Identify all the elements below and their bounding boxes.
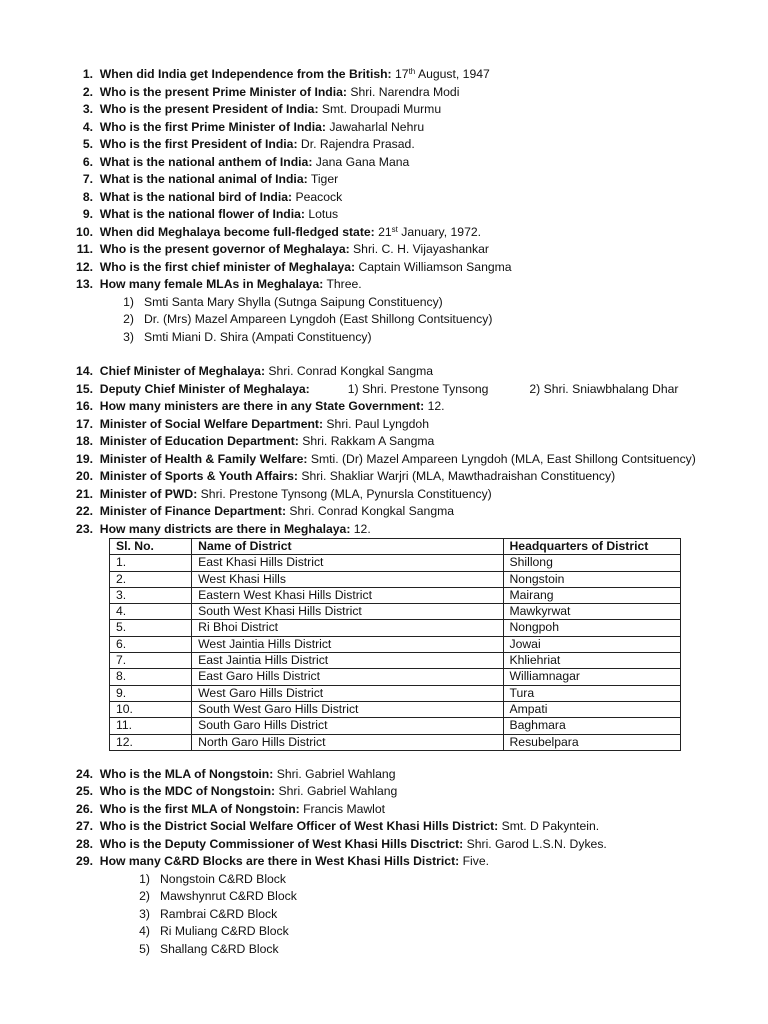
table-cell: South West Garo Hills District <box>192 701 503 717</box>
answer-text: August, 1947 <box>415 67 490 81</box>
question-number: 28. <box>76 836 93 851</box>
list-item-text: Dr. (Mrs) Mazel Ampareen Lyngdoh (East Shillong Contsituency) <box>144 312 493 326</box>
question-item <box>68 468 748 486</box>
table-cell: West Khasi Hills <box>192 571 503 587</box>
question-number: 14. <box>76 364 93 378</box>
districts-table <box>109 538 681 751</box>
list-item-text: Ri Muliang C&RD Block <box>160 924 289 939</box>
list-item-text: Mawshynrut C&RD Block <box>160 889 297 904</box>
question-item <box>68 766 748 784</box>
table-cell: Baghmara <box>503 718 681 734</box>
table-row <box>110 620 681 636</box>
list-item-text: Shallang C&RD Block <box>160 941 279 956</box>
question-number: 20. <box>76 469 93 483</box>
question-item <box>68 486 748 504</box>
table-row <box>110 636 681 652</box>
cnrd-block-list <box>68 871 748 959</box>
list-item <box>68 906 748 924</box>
question-item <box>68 171 748 189</box>
answer-text: Jana Gana Mana <box>312 154 410 169</box>
question-text: Who is the first MLA of Nongstoin: <box>99 801 300 816</box>
question-text: What is the national animal of India: <box>99 172 308 186</box>
table-cell: 2. <box>110 571 192 587</box>
question-text: Minister of Sports & Youth Affairs: <box>99 469 298 483</box>
question-text: When did Meghalaya become full-fledged state: <box>99 224 375 239</box>
question-item <box>68 801 748 819</box>
question-item <box>68 433 748 451</box>
answer-text: Shri. C. H. Vijayashankar <box>349 242 489 256</box>
answer-text: Shri. Rakkam A Sangma <box>298 434 435 448</box>
table-row <box>110 701 681 717</box>
table-row <box>110 555 681 571</box>
answer-text: Peacock <box>292 189 343 204</box>
list-item <box>68 329 748 347</box>
list-item <box>68 941 748 959</box>
answer-text: Jawaharlal Nehru <box>325 119 425 134</box>
question-item <box>68 503 748 521</box>
question-number: 2. <box>82 84 93 99</box>
table-cell: South West Khasi Hills District <box>192 604 503 620</box>
list-item-text: Nongstoin C&RD Block <box>160 871 286 886</box>
question-number: 26. <box>76 801 93 816</box>
answer-text: Francis Mawlot <box>299 801 386 816</box>
question-list-b <box>68 398 748 538</box>
table-cell: East Garo Hills District <box>192 669 503 685</box>
answer-text: Captain Williamson Sangma <box>355 259 512 274</box>
question-text: Deputy Chief Minister of Meghalaya: <box>99 381 310 396</box>
answer-text: Tiger <box>307 172 339 186</box>
table-body <box>110 555 681 751</box>
question-text: What is the national bird of India: <box>99 189 293 204</box>
table-row <box>110 587 681 603</box>
table-cell: Ri Bhoi District <box>192 620 503 636</box>
question-number: 1. <box>82 67 93 81</box>
question-text: How many districts are there in Meghalaya: <box>99 521 351 536</box>
question-item <box>68 119 748 137</box>
table-cell: Nongpoh <box>503 620 681 636</box>
table-cell: Tura <box>503 685 681 701</box>
answer-text: January, 1972. <box>397 224 482 239</box>
table-row <box>110 571 681 587</box>
answer-text: Shri. Gabriel Wahlang <box>273 766 396 781</box>
table-cell: Khliehriat <box>503 653 681 669</box>
question-number: 8. <box>82 189 93 204</box>
table-cell: 7. <box>110 653 192 669</box>
question-item <box>68 154 748 172</box>
answer-text: Smt. Droupadi Murmu <box>318 102 442 116</box>
question-number: 16. <box>76 399 93 413</box>
question-item <box>68 101 748 119</box>
table-row <box>110 685 681 701</box>
table-row <box>110 604 681 620</box>
list-item <box>68 311 748 329</box>
table-cell: Ampati <box>503 701 681 717</box>
question-number: 9. <box>82 207 93 221</box>
list-item-number: 1) <box>139 871 150 886</box>
list-item-number: 3) <box>139 906 150 921</box>
answer-text: Five. <box>459 854 489 869</box>
question-text: Minister of Education Department: <box>99 434 299 448</box>
table-cell: East Khasi Hills District <box>192 555 503 571</box>
table-cell: East Jaintia Hills District <box>192 653 503 669</box>
question-number: 29. <box>76 854 93 869</box>
list-item-text: Smti Miani D. Shira (Ampati Constituency) <box>144 329 372 344</box>
table-row <box>110 734 681 750</box>
table-cell: 5. <box>110 620 192 636</box>
question-item <box>68 836 748 854</box>
table-cell: 10. <box>110 701 192 717</box>
question-item <box>68 783 748 801</box>
answer-text: 2) Shri. Sniawbhalang Dhar <box>529 381 679 396</box>
question-item <box>68 259 748 277</box>
table-cell: Resubelpara <box>503 734 681 750</box>
answer-text: Shri. Garod L.S.N. Dykes. <box>463 836 607 851</box>
question-item <box>68 276 748 294</box>
question-item <box>68 206 748 224</box>
question-number: 24. <box>76 766 93 781</box>
answer-text: 12. <box>424 399 445 413</box>
table-cell: 8. <box>110 669 192 685</box>
question-text: Who is the MLA of Nongstoin: <box>99 766 274 781</box>
answer-text: Shri. Conrad Kongkal Sangma <box>286 504 455 518</box>
question-text: How many C&RD Blocks are there in West Khasi Hills District: <box>99 854 460 869</box>
list-item-number: 1) <box>123 294 134 309</box>
table-cell: 1. <box>110 555 192 571</box>
question-text: Who is the present President of India: <box>99 102 319 116</box>
question-list-a <box>68 66 748 294</box>
question-number: 4. <box>82 119 93 134</box>
question-text: Minister of Health & Family Welfare: <box>99 451 308 466</box>
table-row <box>110 718 681 734</box>
question-item <box>68 136 748 154</box>
list-item-number: 2) <box>123 312 134 326</box>
table-cell: South Garo Hills District <box>192 718 503 734</box>
spacer <box>68 346 748 363</box>
table-cell: Jowai <box>503 636 681 652</box>
question-text: Who is the District Social Welfare Officer of West Khasi Hills District: <box>99 819 499 834</box>
question-item <box>68 189 748 207</box>
list-item-number: 5) <box>139 941 150 956</box>
list-item <box>68 294 748 312</box>
question-text: Who is the MDC of Nongstoin: <box>99 784 276 799</box>
question-number: 15. <box>76 381 93 396</box>
question-number: 22. <box>76 504 93 518</box>
answer-text: Smti. (Dr) Mazel Ampareen Lyngdoh (MLA, East Shillong Contsituency) <box>307 451 696 466</box>
question-text: When did India get Independence from the British: <box>99 67 392 81</box>
answer-text: 12. <box>350 521 371 536</box>
table-row <box>110 669 681 685</box>
table-cell: Mairang <box>503 587 681 603</box>
answer-text: 17 <box>391 67 409 81</box>
question-item <box>68 853 748 871</box>
table-header-row <box>110 539 681 555</box>
question-text: Minister of PWD: <box>99 486 198 501</box>
column-header: Headquarters of District <box>503 539 681 555</box>
question-number: 18. <box>76 434 93 448</box>
question-text: What is the national flower of India: <box>99 207 305 221</box>
question-text: How many female MLAs in Meghalaya: <box>99 277 324 291</box>
answer-text: 1) Shri. Prestone Tynsong <box>347 381 489 396</box>
list-item-text: Rambrai C&RD Block <box>160 906 278 921</box>
table-row <box>110 653 681 669</box>
document <box>68 66 748 958</box>
question-number: 10. <box>76 224 93 239</box>
question-number: 19. <box>76 451 93 466</box>
question-text: What is the national anthem of India: <box>99 154 313 169</box>
answer-text: Shri. Shakliar Warjri (MLA, Mawthadraishan Constituency) <box>297 469 616 483</box>
question-number: 3. <box>82 102 93 116</box>
question-item <box>68 381 748 399</box>
question-item <box>68 363 748 381</box>
question-text: Chief Minister of Meghalaya: <box>99 364 266 378</box>
question-number: 13. <box>76 277 93 291</box>
table-cell: Eastern West Khasi Hills District <box>192 587 503 603</box>
list-item-text: Smti Santa Mary Shylla (Sutnga Saipung Constituency) <box>144 294 443 309</box>
list-item-number: 4) <box>139 924 150 939</box>
question-text: Who is the present Prime Minister of India: <box>99 84 347 99</box>
answer-superscript: st <box>391 224 398 234</box>
table-cell: West Jaintia Hills District <box>192 636 503 652</box>
table-cell: West Garo Hills District <box>192 685 503 701</box>
question-item <box>68 84 748 102</box>
table-cell: 4. <box>110 604 192 620</box>
question-item <box>68 66 748 84</box>
question-list-c <box>68 766 748 871</box>
question-number: 12. <box>76 259 93 274</box>
female-mla-list <box>68 294 748 347</box>
answer-text: Shri. Narendra Modi <box>346 84 460 99</box>
question-number: 25. <box>76 784 93 799</box>
column-header: Sl. No. <box>110 539 192 555</box>
question-item <box>68 398 748 416</box>
question-text: Minister of Finance Department: <box>99 504 287 518</box>
table-cell: Nongstoin <box>503 571 681 587</box>
list-item <box>68 923 748 941</box>
question-number: 17. <box>76 416 93 431</box>
question-text: How many ministers are there in any State Government: <box>99 399 425 413</box>
question-text: Who is the first chief minister of Meghalaya: <box>99 259 356 274</box>
table-cell: 6. <box>110 636 192 652</box>
question-text: Who is the first Prime Minister of India: <box>99 119 326 134</box>
answer-text: Shri. Prestone Tynsong (MLA, Pynursla Constituency) <box>197 486 492 501</box>
question-item <box>68 818 748 836</box>
answer-text: Shri. Paul Lyngdoh <box>323 416 429 431</box>
question-text: Who is the Deputy Commissioner of West Khasi Hills Disctrict: <box>99 836 464 851</box>
answer-superscript: th <box>408 67 416 76</box>
answer-text: Shri. Gabriel Wahlang <box>275 784 398 799</box>
question-item <box>68 241 748 259</box>
answer-text: Three. <box>323 277 362 291</box>
table-cell: 9. <box>110 685 192 701</box>
question-number: 5. <box>82 137 93 151</box>
table-cell: Mawkyrwat <box>503 604 681 620</box>
list-item <box>68 871 748 889</box>
question-number: 21. <box>76 486 93 501</box>
answer-text: Lotus <box>304 207 339 221</box>
question-number: 7. <box>82 172 93 186</box>
question-text: Who is the first President of India: <box>99 137 298 151</box>
table-cell: Williamnagar <box>503 669 681 685</box>
question-item <box>68 224 748 242</box>
list-item-number: 3) <box>123 329 134 344</box>
column-header: Name of District <box>192 539 503 555</box>
answer-text: Dr. Rajendra Prasad. <box>297 137 415 151</box>
question-number: 11. <box>76 242 93 256</box>
answer-text: Shri. Conrad Kongkal Sangma <box>265 364 434 378</box>
question-number: 6. <box>82 154 93 169</box>
question-item <box>68 416 748 434</box>
question-number: 23. <box>76 521 93 536</box>
table-cell: 11. <box>110 718 192 734</box>
answer-text: Smt. D Pakyntein. <box>498 819 600 834</box>
spacer <box>68 751 748 766</box>
table-cell: North Garo Hills District <box>192 734 503 750</box>
question-item <box>68 521 748 539</box>
table-cell: 3. <box>110 587 192 603</box>
table-cell: Shillong <box>503 555 681 571</box>
question-item <box>68 451 748 469</box>
question-text: Minister of Social Welfare Department: <box>99 416 324 431</box>
question-text: Who is the present governor of Meghalaya: <box>99 242 350 256</box>
list-item-number: 2) <box>139 889 150 904</box>
table-cell: 12. <box>110 734 192 750</box>
list-item <box>68 888 748 906</box>
question-number: 27. <box>76 819 93 834</box>
answer-text: 21 <box>374 224 392 239</box>
